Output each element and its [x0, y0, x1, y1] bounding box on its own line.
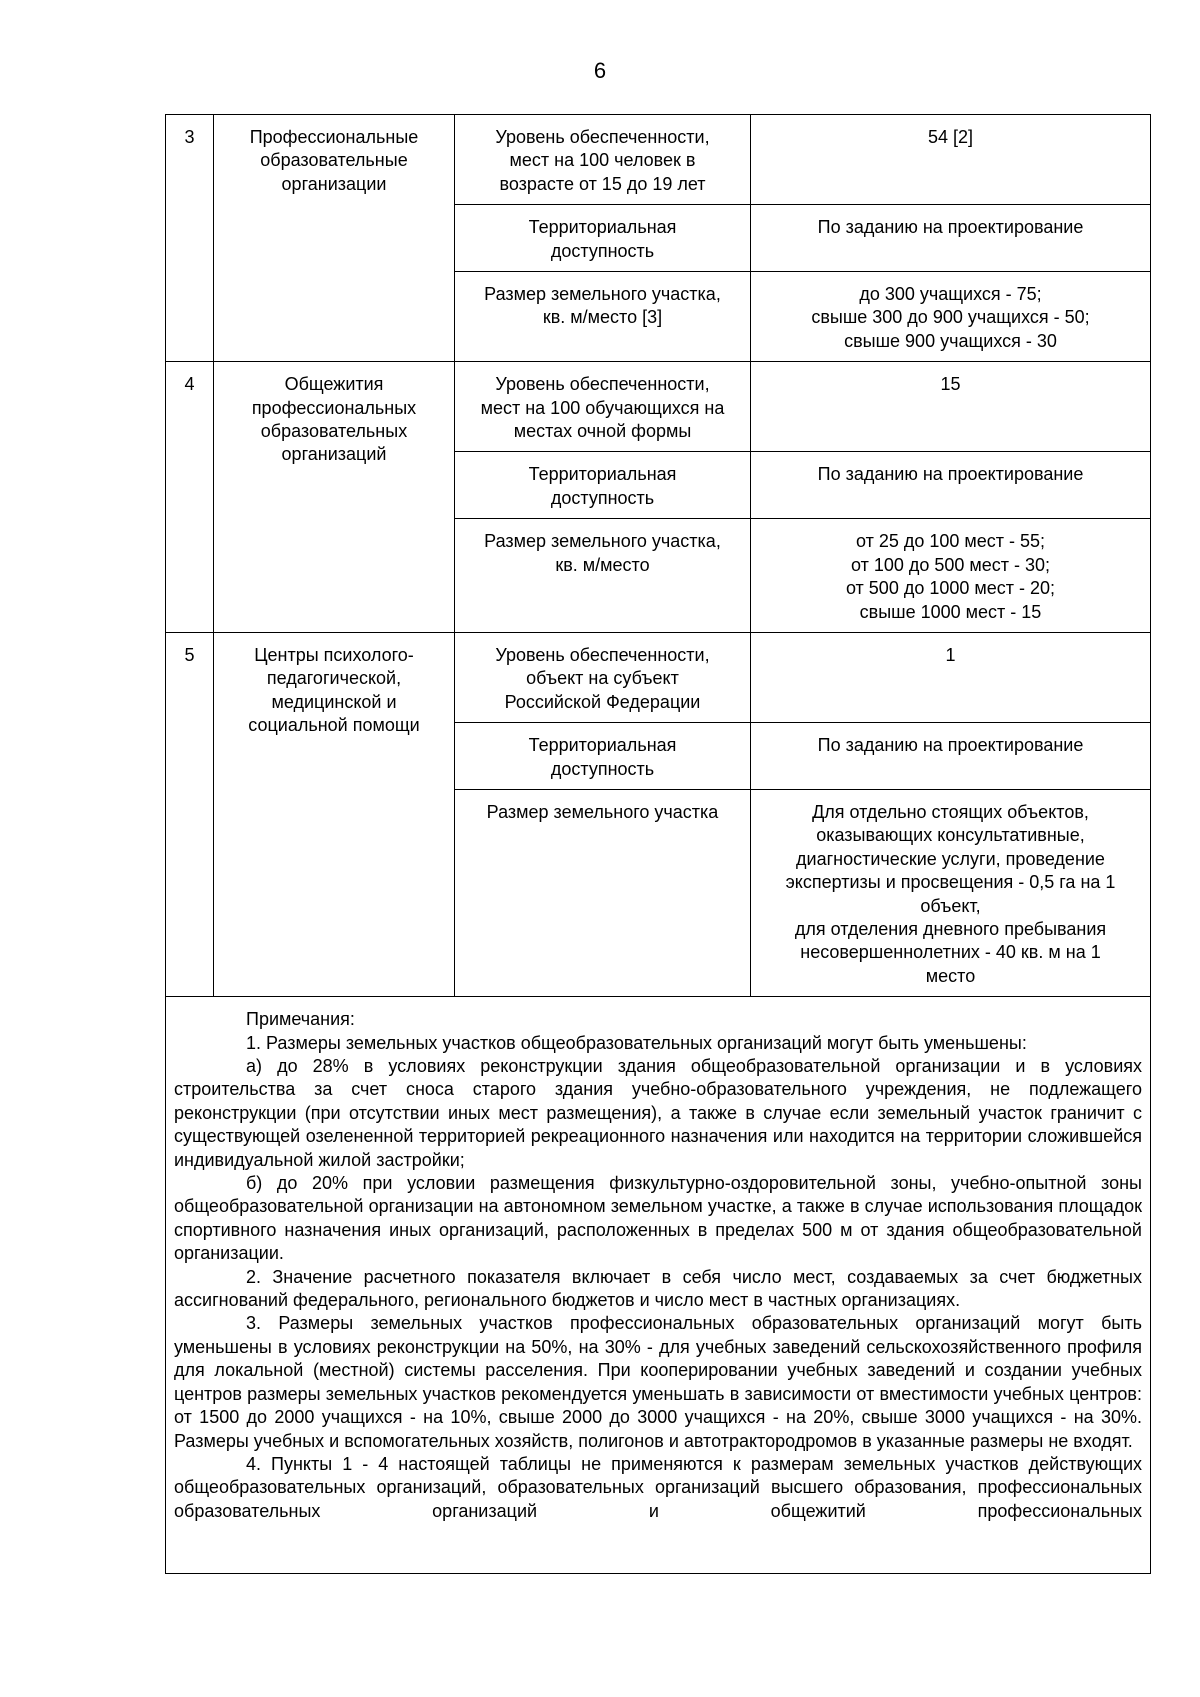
value-line: от 25 до 100 мест - 55;: [855, 531, 1046, 552]
row-number-cell: 5: [166, 632, 214, 996]
value-cell: [751, 272, 1151, 362]
value-line: свыше 300 до 900 учащихся - 50;: [811, 307, 1090, 328]
value-line: от 100 до 500 мест - 30;: [850, 554, 1051, 575]
note-paragraph: 4. Пункты 1 - 4 настоящей таблицы не применяются к размерам земельных участков действующих общеобразовательных организаций, образовательных организаций высшего образования, профессиональных образовательных организаций и общежитий профессиональных: [174, 1453, 1142, 1521]
value-line: По заданию на проектирование: [817, 217, 1084, 238]
criterion-line: Размер земельного участка,: [484, 284, 721, 305]
criterion-cell: [455, 115, 751, 205]
value-line: 15: [940, 374, 961, 395]
facility-name-line: организации: [281, 173, 387, 194]
note-paragraph: 1. Размеры земельных участков общеобразовательных организаций могут быть уменьшены:: [246, 1032, 1027, 1053]
criterion-cell: [455, 205, 751, 272]
facility-name-line: медицинской и: [271, 691, 397, 712]
norms-table: [165, 114, 1151, 1574]
criterion-line: Размер земельного участка: [486, 801, 719, 822]
row-number-cell: 3: [166, 115, 214, 362]
facility-name-line: образовательные: [260, 150, 408, 171]
page-number: 6: [593, 58, 607, 83]
value-cell: [751, 115, 1151, 205]
criterion-line: доступность: [550, 240, 655, 261]
criterion-line: Уровень обеспеченности,: [495, 127, 710, 147]
note-paragraph: а) до 28% в условиях реконструкции здания общеобразовательной организации и в условиях строительства за счет сноса старого здания учебно-образовательного учреждения, не подлежащего реконструкции (при отсутствии иных мест размещения), а также в случае если земельный участок граничит с существующей озелененной территорией рекреационного назначения или находится на территории сложившейся индивидуальной жилой застройки;: [174, 1056, 1142, 1170]
value-cell: [751, 723, 1151, 790]
criterion-line: Уровень обеспеченности,: [495, 644, 710, 665]
value-line: от 500 до 1000 мест - 20;: [845, 578, 1056, 599]
value-line: По заданию на проектирование: [817, 464, 1084, 485]
value-line: 1: [945, 644, 956, 665]
facility-name-line: образовательных: [260, 421, 408, 442]
value-line: объект,: [920, 895, 981, 916]
facility-name-line: профессиональных: [251, 397, 417, 418]
criterion-cell: [455, 452, 751, 519]
norms-table-body: [166, 115, 1151, 1574]
value-line: экспертизы и просвещения - 0,5 га на 1: [785, 872, 1116, 893]
value-line: оказывающих консультативные,: [816, 825, 1085, 846]
table-row: [166, 632, 1151, 722]
value-cell: [751, 205, 1151, 272]
criterion-line: Территориальная: [528, 735, 677, 756]
criterion-line: доступность: [550, 487, 655, 508]
facility-name-line: педагогической,: [266, 668, 402, 689]
criterion-line: местах очной формы: [513, 421, 692, 442]
notes-title: Примечания:: [246, 1009, 355, 1030]
criterion-line: кв. м/место: [555, 554, 650, 575]
criterion-line: Размер земельного участка,: [484, 531, 721, 552]
facility-name-cell: [214, 115, 455, 362]
value-cell: [751, 452, 1151, 519]
criterion-cell: [455, 632, 751, 722]
criterion-line: Территориальная: [528, 464, 677, 485]
value-cell: [751, 519, 1151, 633]
value-cell: [751, 789, 1151, 996]
criterion-line: кв. м/место [3]: [542, 307, 663, 328]
notes-cell: [166, 997, 1151, 1574]
criterion-line: Российской Федерации: [504, 691, 701, 712]
value-line: диагностические услуги, проведение: [796, 848, 1105, 869]
criterion-cell: [455, 789, 751, 996]
table-row: [166, 115, 1151, 205]
value-line: место: [925, 965, 976, 986]
row-number-cell: 4: [166, 362, 214, 633]
value-line: По заданию на проектирование: [817, 735, 1084, 756]
value-line: свыше 1000 мест - 15: [859, 601, 1042, 622]
value-line: для отделения дневного пребывания: [794, 918, 1107, 939]
value-line: несовершеннолетних - 40 кв. м на 1: [800, 942, 1101, 963]
note-paragraph: 3. Размеры земельных участков профессиональных образовательных организаций могут быть уменьшены в условиях реконструкции на 50%, на 30% - для учебных заведений сельскохозяйственного профиля для локальной (местной) системы расселения. При кооперировании учебных заведений и создании учебных центров размеры земельных участков рекомендуется уменьшать в зависимости от вместимости учебных центров: от 1500 до 2000 учащихся - на 10%, свыше 2000 до 3000 учащихся - на 20%, свыше 3000 учащихся - на 30%. Размеры учебных и вспомогательных хозяйств, полигонов и автотрактородромов в указанные размеры не входят.: [174, 1313, 1142, 1451]
criterion-line: мест на 100 обучающихся на: [480, 397, 725, 418]
note-paragraph: б) до 20% при условии размещения физкультурно-оздоровительной зоны, учебно-опытной зоны общеобразовательной организации на автономном земельном участке, а также в случае использования площадок спортивного назначения иных организаций, расположенных в пределах 500 м от здания общеобразовательной организации.: [174, 1173, 1142, 1264]
criterion-line: Территориальная: [528, 217, 677, 238]
criterion-cell: [455, 723, 751, 790]
criterion-cell: [455, 272, 751, 362]
value-line: 54 [2]: [927, 127, 974, 147]
notes-row: [166, 997, 1151, 1574]
facility-name-cell: [214, 362, 455, 633]
value-cell: [751, 362, 1151, 452]
facility-name-line: Профессиональные: [249, 127, 419, 147]
criterion-cell: [455, 362, 751, 452]
criterion-line: объект на субъект: [526, 668, 679, 689]
criterion-line: Уровень обеспеченности,: [495, 374, 710, 395]
criterion-cell: [455, 519, 751, 633]
criterion-line: доступность: [550, 758, 655, 779]
criterion-line: возрасте от 15 до 19 лет: [499, 173, 706, 194]
facility-name-line: Центры психолого-: [254, 644, 414, 665]
facility-name-line: социальной помощи: [248, 715, 420, 736]
facility-name-line: Общежития: [284, 374, 384, 395]
note-paragraph: 2. Значение расчетного показателя включает в себя число мест, создаваемых за счет бюджетных ассигнований федерального, регионального бюджетов и число мест в частных организациях.: [174, 1266, 1142, 1311]
value-cell: [751, 632, 1151, 722]
value-line: Для отдельно стоящих объектов,: [812, 801, 1089, 822]
value-line: до 300 учащихся - 75;: [859, 284, 1042, 305]
table-row: [166, 362, 1151, 452]
facility-name-line: организаций: [281, 444, 387, 465]
facility-name-cell: [214, 632, 455, 996]
criterion-line: мест на 100 человек в: [509, 150, 696, 171]
value-line: свыше 900 учащихся - 30: [844, 330, 1057, 351]
